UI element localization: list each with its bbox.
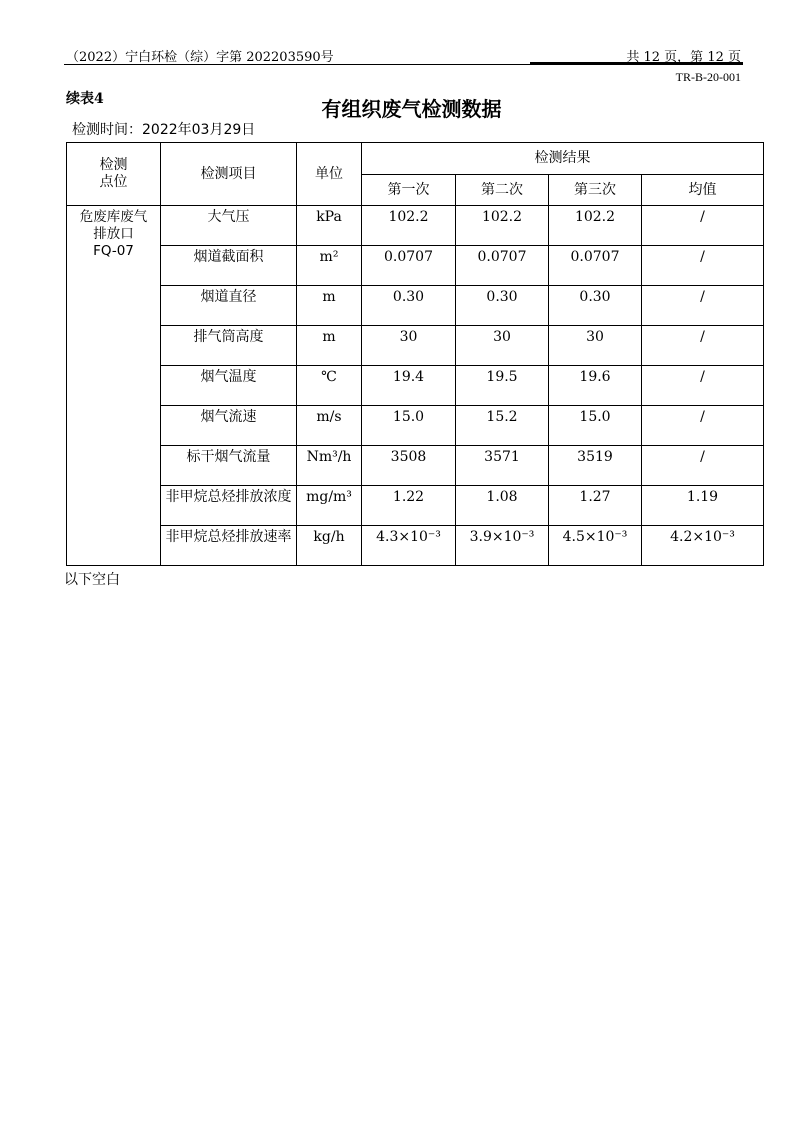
value-2-cell: 3.9×10⁻³ xyxy=(456,526,549,566)
average-cell: / xyxy=(642,286,764,326)
header-col-2: 第二次 xyxy=(456,175,549,206)
header-rule xyxy=(64,64,743,65)
value-1-cell: 19.4 xyxy=(362,366,456,406)
value-2-cell: 0.0707 xyxy=(456,246,549,286)
page-title: 有组织废气检测数据 xyxy=(321,97,502,121)
item-cell: 烟道截面积 xyxy=(161,246,297,286)
table-row xyxy=(67,326,764,366)
average-cell: / xyxy=(642,246,764,286)
unit-cell: Nm³/h xyxy=(297,446,362,486)
average-cell: 1.19 xyxy=(642,486,764,526)
table-row xyxy=(67,246,764,286)
table-row xyxy=(67,206,764,246)
table-row xyxy=(67,486,764,526)
value-2-cell: 15.2 xyxy=(456,406,549,446)
value-3-cell: 30 xyxy=(549,326,642,366)
emission-data-table xyxy=(66,142,764,566)
value-1-cell: 3508 xyxy=(362,446,456,486)
value-1-cell: 1.22 xyxy=(362,486,456,526)
unit-cell: m² xyxy=(297,246,362,286)
header-location: 检测 点位 xyxy=(67,143,161,206)
item-cell: 非甲烷总烃排放速率 xyxy=(161,526,297,566)
average-cell: 4.2×10⁻³ xyxy=(642,526,764,566)
value-3-cell: 3519 xyxy=(549,446,642,486)
value-1-cell: 30 xyxy=(362,326,456,366)
unit-cell: ℃ xyxy=(297,366,362,406)
header-col-3: 第三次 xyxy=(549,175,642,206)
table-row xyxy=(67,286,764,326)
table-row xyxy=(67,366,764,406)
value-2-cell: 102.2 xyxy=(456,206,549,246)
header-unit: 单位 xyxy=(297,143,362,206)
item-cell: 标干烟气流量 xyxy=(161,446,297,486)
item-cell: 大气压 xyxy=(161,206,297,246)
value-2-cell: 1.08 xyxy=(456,486,549,526)
value-1-cell: 0.0707 xyxy=(362,246,456,286)
average-cell: / xyxy=(642,326,764,366)
page-info: 共 12 页，第 12 页 xyxy=(626,50,741,65)
item-cell: 非甲烷总烃排放浓度 xyxy=(161,486,297,526)
continuation-label: 续表4 xyxy=(66,91,104,107)
unit-cell: kPa xyxy=(297,206,362,246)
header-col-avg: 均值 xyxy=(642,175,764,206)
test-date: 检测时间：2022年03月29日 xyxy=(72,122,256,138)
location-cell: 危废库废气 排放口 FQ-07 xyxy=(67,206,161,566)
item-cell: 排气筒高度 xyxy=(161,326,297,366)
value-3-cell: 102.2 xyxy=(549,206,642,246)
value-2-cell: 3571 xyxy=(456,446,549,486)
value-1-cell: 15.0 xyxy=(362,406,456,446)
item-cell: 烟道直径 xyxy=(161,286,297,326)
unit-cell: kg/h xyxy=(297,526,362,566)
header-results: 检测结果 xyxy=(362,143,764,175)
value-2-cell: 19.5 xyxy=(456,366,549,406)
value-3-cell: 0.30 xyxy=(549,286,642,326)
value-3-cell: 19.6 xyxy=(549,366,642,406)
item-cell: 烟气流速 xyxy=(161,406,297,446)
unit-cell: m xyxy=(297,326,362,366)
table-row xyxy=(67,406,764,446)
value-2-cell: 0.30 xyxy=(456,286,549,326)
value-1-cell: 102.2 xyxy=(362,206,456,246)
average-cell: / xyxy=(642,366,764,406)
header-col-1: 第一次 xyxy=(362,175,456,206)
header-rule-thick xyxy=(530,62,743,64)
value-3-cell: 1.27 xyxy=(549,486,642,526)
value-3-cell: 15.0 xyxy=(549,406,642,446)
table-row xyxy=(67,526,764,566)
average-cell: / xyxy=(642,406,764,446)
value-1-cell: 4.3×10⁻³ xyxy=(362,526,456,566)
value-3-cell: 4.5×10⁻³ xyxy=(549,526,642,566)
document-code: TR-B-20-001 xyxy=(675,70,741,84)
unit-cell: m xyxy=(297,286,362,326)
value-2-cell: 30 xyxy=(456,326,549,366)
report-number: （2022）宁白环检（综）字第 202203590号 xyxy=(66,50,334,65)
value-1-cell: 0.30 xyxy=(362,286,456,326)
item-cell: 烟气温度 xyxy=(161,366,297,406)
blank-below-note: 以下空白 xyxy=(64,572,120,588)
unit-cell: mg/m³ xyxy=(297,486,362,526)
header-item: 检测项目 xyxy=(161,143,297,206)
table-row xyxy=(67,446,764,486)
average-cell: / xyxy=(642,446,764,486)
average-cell: / xyxy=(642,206,764,246)
value-3-cell: 0.0707 xyxy=(549,246,642,286)
unit-cell: m/s xyxy=(297,406,362,446)
